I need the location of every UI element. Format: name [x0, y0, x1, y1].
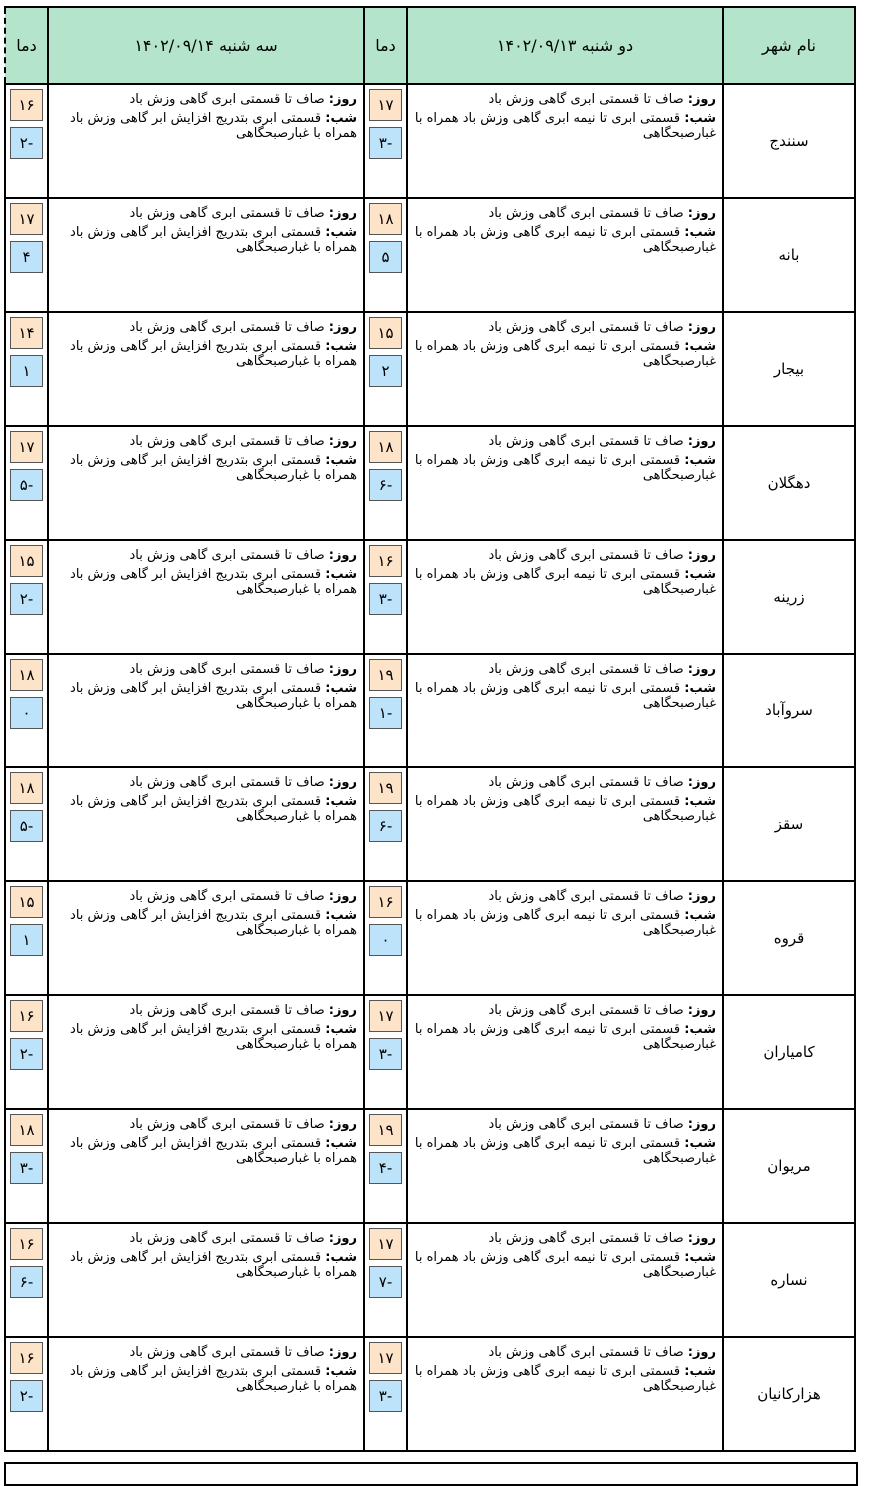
max-temp: ۱۶	[10, 1228, 43, 1260]
max-temp: ۱۹	[369, 659, 402, 691]
city-name: بانه	[723, 198, 855, 312]
day-label: روز:	[328, 319, 357, 335]
day1-temps	[364, 198, 407, 312]
night-label: شب:	[325, 224, 357, 240]
city-name: هزارکانیان	[723, 1337, 855, 1451]
day1-description	[407, 540, 723, 654]
max-temp: ۱۹	[369, 772, 402, 804]
day2-description	[48, 1337, 364, 1451]
min-temp: -۲	[10, 127, 43, 159]
day1-temps	[364, 881, 407, 995]
min-temp: -۶	[369, 810, 402, 842]
night-label: شب:	[325, 1022, 357, 1038]
table-row	[5, 995, 855, 1109]
day1-description	[407, 198, 723, 312]
day2-description	[48, 312, 364, 426]
day1-description	[407, 767, 723, 881]
max-temp: ۱۹	[369, 1114, 402, 1146]
night-text: قسمتی ابری تا نیمه ابری گاهی وزش باد همراه با غبارصبحگاهی	[414, 680, 716, 711]
table-row	[5, 1109, 855, 1223]
day2-description	[48, 540, 364, 654]
day1-temps	[364, 654, 407, 768]
day-text: صاف تا قسمتی ابری گاهی وزش باد	[129, 319, 329, 335]
table-row	[5, 84, 855, 198]
min-temp: ۰	[369, 924, 402, 956]
max-temp: ۱۶	[369, 545, 402, 577]
night-label: شب:	[684, 1363, 716, 1379]
min-temp: -۴	[369, 1152, 402, 1184]
min-temp: -۲	[10, 1038, 43, 1070]
day-label: روز:	[687, 547, 716, 563]
day-label: روز:	[687, 661, 716, 677]
min-temp: -۱	[369, 697, 402, 729]
min-temp: -۵	[10, 810, 43, 842]
day-label: روز:	[687, 775, 716, 791]
max-temp: ۱۶	[369, 886, 402, 918]
day-text: صاف تا قسمتی ابری گاهی وزش باد	[129, 433, 329, 449]
day2-description	[48, 995, 364, 1109]
day-text: صاف تا قسمتی ابری گاهی وزش باد	[129, 775, 329, 791]
night-text: قسمتی ابری بتدریج افزایش ابر گاهی وزش باد همراه با غبارصبحگاهی	[70, 1363, 357, 1394]
day2-temps	[5, 198, 48, 312]
table-row	[5, 767, 855, 881]
table-row	[5, 1337, 855, 1451]
night-label: شب:	[325, 338, 357, 354]
day2-temps	[5, 84, 48, 198]
day2-temps	[5, 767, 48, 881]
city-header: نام شهر	[723, 7, 855, 84]
night-text: قسمتی ابری بتدریج افزایش ابر گاهی وزش باد همراه با غبارصبحگاهی	[70, 338, 357, 369]
day-text: صاف تا قسمتی ابری گاهی وزش باد	[129, 1231, 329, 1247]
day1-temps	[364, 84, 407, 198]
day-text: صاف تا قسمتی ابری گاهی وزش باد	[129, 889, 329, 905]
night-text: قسمتی ابری بتدریج افزایش ابر گاهی وزش باد همراه با غبارصبحگاهی	[70, 111, 357, 141]
day-text: صاف تا قسمتی ابری گاهی وزش باد	[488, 547, 688, 563]
day1-description	[407, 312, 723, 426]
day-text: صاف تا قسمتی ابری گاهی وزش باد	[129, 1344, 329, 1360]
header-row	[5, 7, 855, 84]
day-label: روز:	[328, 661, 357, 677]
day1-temps	[364, 540, 407, 654]
night-text: قسمتی ابری بتدریج افزایش ابر گاهی وزش باد همراه با غبارصبحگاهی	[70, 224, 357, 255]
table-row	[5, 198, 855, 312]
night-label: شب:	[325, 794, 357, 810]
day2-temps	[5, 1223, 48, 1337]
day-label: روز:	[328, 1003, 357, 1019]
max-temp: ۱۶	[10, 89, 43, 121]
max-temp: ۱۷	[369, 1342, 402, 1374]
day-text: صاف تا قسمتی ابری گاهی وزش باد	[488, 775, 688, 791]
night-text: قسمتی ابری تا نیمه ابری گاهی وزش باد همراه با غبارصبحگاهی	[414, 338, 716, 369]
max-temp: ۱۸	[10, 772, 43, 804]
table-row	[5, 654, 855, 768]
day-label: روز:	[687, 1003, 716, 1019]
table-row	[5, 540, 855, 654]
day-label: روز:	[687, 1231, 716, 1247]
max-temp: ۱۴	[10, 317, 43, 349]
min-temp: ۰	[10, 697, 43, 729]
night-label: شب:	[684, 1022, 716, 1038]
day-label: روز:	[687, 205, 716, 221]
night-text: قسمتی ابری بتدریج افزایش ابر گاهی وزش باد همراه با غبارصبحگاهی	[70, 566, 357, 597]
night-text: قسمتی ابری تا نیمه ابری گاهی وزش باد همراه با غبارصبحگاهی	[414, 908, 716, 939]
table-row	[5, 1223, 855, 1337]
min-temp: ۴	[10, 241, 43, 273]
day2-temps	[5, 540, 48, 654]
day2-description	[48, 654, 364, 768]
night-text: قسمتی ابری تا نیمه ابری گاهی وزش باد همراه با غبارصبحگاهی	[414, 1136, 716, 1167]
forecast-body	[5, 84, 855, 1451]
city-name: زرینه	[723, 540, 855, 654]
day1-temps	[364, 995, 407, 1109]
night-label: شب:	[325, 452, 357, 468]
city-name: قروه	[723, 881, 855, 995]
day-label: روز:	[328, 1231, 357, 1247]
day1-temps	[364, 1109, 407, 1223]
day-label: روز:	[687, 1117, 716, 1133]
night-label: شب:	[325, 680, 357, 696]
city-name: دهگلان	[723, 426, 855, 540]
max-temp: ۱۶	[10, 1342, 43, 1374]
day1-temp-header: دما	[364, 7, 407, 84]
day-text: صاف تا قسمتی ابری گاهی وزش باد	[488, 319, 688, 335]
max-temp: ۱۷	[369, 1228, 402, 1260]
night-label: شب:	[684, 794, 716, 810]
city-name: بیجار	[723, 312, 855, 426]
day1-temps	[364, 426, 407, 540]
night-label: شب:	[684, 680, 716, 696]
day1-temps	[364, 1223, 407, 1337]
night-label: شب:	[325, 1250, 357, 1266]
day-text: صاف تا قسمتی ابری گاهی وزش باد	[488, 1117, 688, 1133]
max-temp: ۱۷	[10, 203, 43, 235]
day2-temps	[5, 995, 48, 1109]
forecast-table	[4, 6, 856, 1452]
night-text: قسمتی ابری بتدریج افزایش ابر گاهی وزش باد همراه با غبارصبحگاهی	[70, 794, 357, 825]
day1-description	[407, 881, 723, 995]
day2-header: سه شنبه ۱۴۰۲/۰۹/۱۴	[48, 7, 364, 84]
city-name: سنندج	[723, 84, 855, 198]
day1-description	[407, 84, 723, 198]
day-text: صاف تا قسمتی ابری گاهی وزش باد	[129, 661, 329, 677]
table-row	[5, 426, 855, 540]
night-text: قسمتی ابری تا نیمه ابری گاهی وزش باد همراه با غبارصبحگاهی	[414, 1363, 716, 1394]
day-text: صاف تا قسمتی ابری گاهی وزش باد	[129, 92, 329, 107]
day1-description	[407, 995, 723, 1109]
min-temp: -۲	[10, 583, 43, 615]
day2-description	[48, 426, 364, 540]
day-label: روز:	[328, 889, 357, 905]
table-row	[5, 312, 855, 426]
night-text: قسمتی ابری بتدریج افزایش ابر گاهی وزش باد همراه با غبارصبحگاهی	[70, 452, 357, 483]
min-temp: -۳	[369, 583, 402, 615]
day2-description	[48, 767, 364, 881]
city-name: سروآباد	[723, 654, 855, 768]
day-text: صاف تا قسمتی ابری گاهی وزش باد	[488, 1231, 688, 1247]
day-text: صاف تا قسمتی ابری گاهی وزش باد	[129, 1003, 329, 1019]
day-label: روز:	[328, 775, 357, 791]
city-name: سقز	[723, 767, 855, 881]
night-label: شب:	[684, 1136, 716, 1152]
max-temp: ۱۷	[369, 1000, 402, 1032]
day-label: روز:	[328, 205, 357, 221]
night-label: شب:	[325, 908, 357, 924]
day2-temps	[5, 312, 48, 426]
night-label: شب:	[684, 452, 716, 468]
max-temp: ۱۸	[10, 1114, 43, 1146]
min-temp: -۵	[10, 469, 43, 501]
night-text: قسمتی ابری تا نیمه ابری گاهی وزش باد همراه با غبارصبحگاهی	[414, 224, 716, 255]
night-label: شب:	[684, 111, 716, 126]
min-temp: -۲	[10, 1380, 43, 1412]
day2-description	[48, 881, 364, 995]
night-label: شب:	[684, 908, 716, 924]
night-label: شب:	[325, 1363, 357, 1379]
day2-temps	[5, 426, 48, 540]
night-text: قسمتی ابری تا نیمه ابری گاهی وزش باد همراه با غبارصبحگاهی	[414, 452, 716, 483]
max-temp: ۱۵	[10, 545, 43, 577]
max-temp: ۱۸	[10, 659, 43, 691]
min-temp: ۱	[10, 355, 43, 387]
day-text: صاف تا قسمتی ابری گاهی وزش باد	[488, 889, 688, 905]
night-text: قسمتی ابری بتدریج افزایش ابر گاهی وزش باد همراه با غبارصبحگاهی	[70, 1250, 357, 1281]
night-label: شب:	[325, 1136, 357, 1152]
night-label: شب:	[684, 1250, 716, 1266]
max-temp: ۱۸	[369, 203, 402, 235]
day-text: صاف تا قسمتی ابری گاهی وزش باد	[488, 205, 688, 221]
min-temp: -۳	[369, 1380, 402, 1412]
day1-temps	[364, 1337, 407, 1451]
day1-description	[407, 1109, 723, 1223]
night-label: شب:	[325, 111, 357, 126]
day1-description	[407, 1223, 723, 1337]
day-text: صاف تا قسمتی ابری گاهی وزش باد	[488, 1344, 688, 1360]
max-temp: ۱۵	[10, 886, 43, 918]
min-temp: ۲	[369, 355, 402, 387]
day-text: صاف تا قسمتی ابری گاهی وزش باد	[129, 547, 329, 563]
min-temp: ۱	[10, 924, 43, 956]
night-text: قسمتی ابری تا نیمه ابری گاهی وزش باد همراه با غبارصبحگاهی	[414, 1250, 716, 1281]
night-text: قسمتی ابری تا نیمه ابری گاهی وزش باد همراه با غبارصبحگاهی	[414, 111, 716, 141]
min-temp: ۵	[369, 241, 402, 273]
night-label: شب:	[684, 224, 716, 240]
city-name: کامیاران	[723, 995, 855, 1109]
day2-description	[48, 198, 364, 312]
day2-temps	[5, 881, 48, 995]
day-label: روز:	[328, 92, 357, 107]
day-text: صاف تا قسمتی ابری گاهی وزش باد	[488, 1003, 688, 1019]
day1-description	[407, 1337, 723, 1451]
day-label: روز:	[687, 1344, 716, 1360]
city-name: مریوان	[723, 1109, 855, 1223]
max-temp: ۱۸	[369, 431, 402, 463]
min-temp: -۷	[369, 1266, 402, 1298]
night-text: قسمتی ابری تا نیمه ابری گاهی وزش باد همراه با غبارصبحگاهی	[414, 566, 716, 597]
min-temp: -۶	[369, 469, 402, 501]
min-temp: -۳	[369, 127, 402, 159]
day-text: صاف تا قسمتی ابری گاهی وزش باد	[488, 92, 688, 107]
day1-description	[407, 426, 723, 540]
max-temp: ۱۶	[10, 1000, 43, 1032]
day-label: روز:	[328, 1117, 357, 1133]
night-text: قسمتی ابری تا نیمه ابری گاهی وزش باد همراه با غبارصبحگاهی	[414, 794, 716, 825]
day-label: روز:	[687, 889, 716, 905]
day2-description	[48, 1109, 364, 1223]
day2-temp-header: دما	[5, 7, 48, 84]
day-label: روز:	[687, 319, 716, 335]
day-label: روز:	[687, 92, 716, 107]
day-text: صاف تا قسمتی ابری گاهی وزش باد	[488, 433, 688, 449]
min-temp: -۳	[369, 1038, 402, 1070]
day1-temps	[364, 767, 407, 881]
day2-temps	[5, 1337, 48, 1451]
day-label: روز:	[328, 547, 357, 563]
city-name: نساره	[723, 1223, 855, 1337]
day1-temps	[364, 312, 407, 426]
day-text: صاف تا قسمتی ابری گاهی وزش باد	[129, 205, 329, 221]
day-label: روز:	[328, 1344, 357, 1360]
day2-temps	[5, 1109, 48, 1223]
night-text: قسمتی ابری بتدریج افزایش ابر گاهی وزش باد همراه با غبارصبحگاهی	[70, 908, 357, 939]
day1-description	[407, 654, 723, 768]
min-temp: -۳	[10, 1152, 43, 1184]
day-text: صاف تا قسمتی ابری گاهی وزش باد	[488, 661, 688, 677]
max-temp: ۱۵	[369, 317, 402, 349]
max-temp: ۱۷	[10, 431, 43, 463]
day-text: صاف تا قسمتی ابری گاهی وزش باد	[129, 1117, 329, 1133]
night-text: قسمتی ابری تا نیمه ابری گاهی وزش باد همراه با غبارصبحگاهی	[414, 1022, 716, 1053]
footer-box	[4, 1462, 858, 1486]
min-temp: -۶	[10, 1266, 43, 1298]
day2-temps	[5, 654, 48, 768]
night-label: شب:	[325, 566, 357, 582]
night-label: شب:	[684, 338, 716, 354]
night-label: شب:	[684, 566, 716, 582]
day2-description	[48, 84, 364, 198]
max-temp: ۱۷	[369, 89, 402, 121]
night-text: قسمتی ابری بتدریج افزایش ابر گاهی وزش باد همراه با غبارصبحگاهی	[70, 680, 357, 711]
table-row	[5, 881, 855, 995]
day1-header: دو شنبه ۱۴۰۲/۰۹/۱۳	[407, 7, 723, 84]
night-text: قسمتی ابری بتدریج افزایش ابر گاهی وزش باد همراه با غبارصبحگاهی	[70, 1022, 357, 1053]
night-text: قسمتی ابری بتدریج افزایش ابر گاهی وزش باد همراه با غبارصبحگاهی	[70, 1136, 357, 1167]
day2-description	[48, 1223, 364, 1337]
day-label: روز:	[328, 433, 357, 449]
day-label: روز:	[687, 433, 716, 449]
